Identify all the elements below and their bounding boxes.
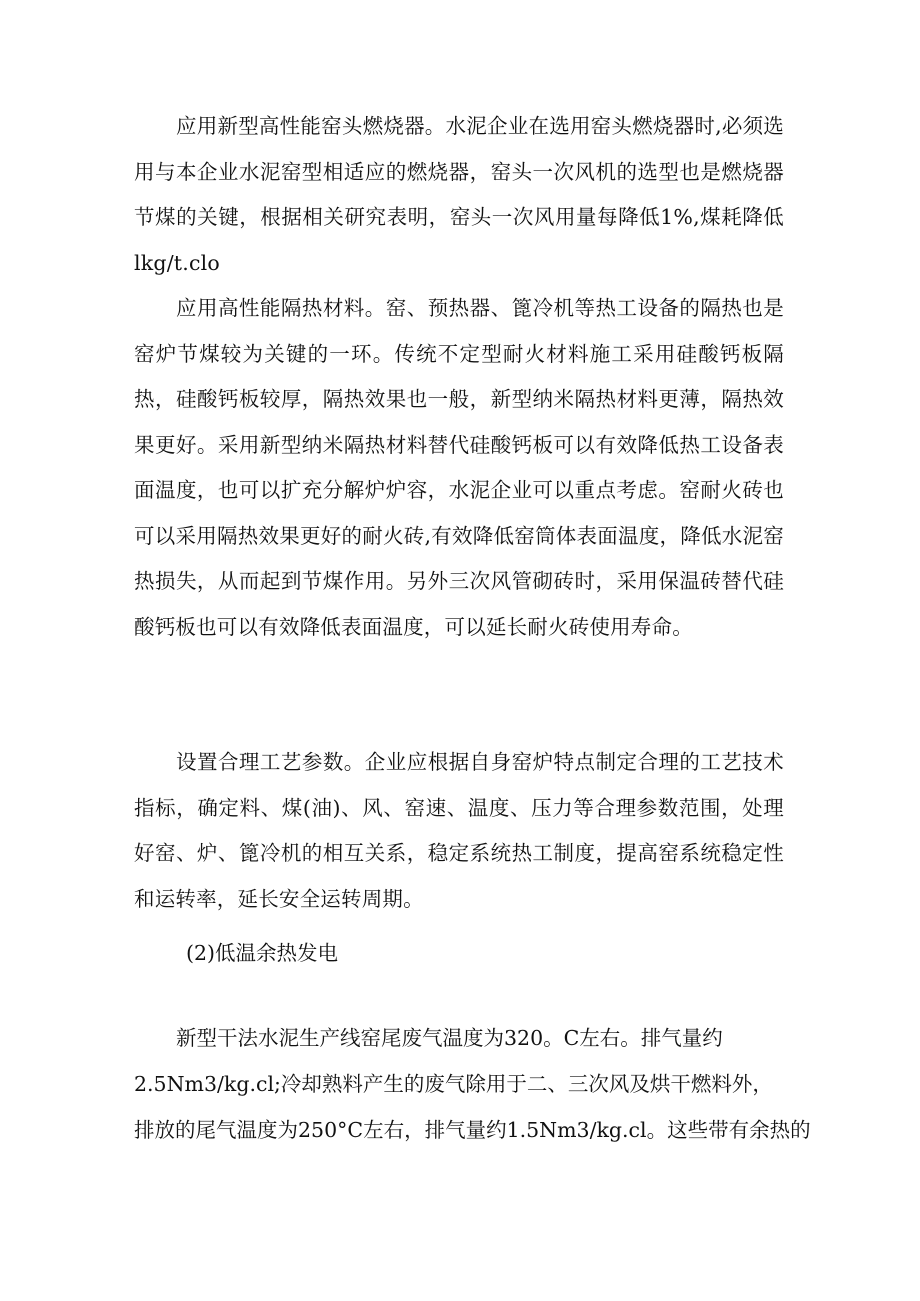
section-heading-waste-heat-power: (2)低温余热发电 [186,941,339,965]
paragraph-exhaust-line-2: 2.5Nm3/kg.cl;冷却熟料产生的废气除用于二、三次风及烘干燃料外， [134,1072,773,1096]
paragraph-exhaust-line-3: 排放的尾气温度为250°C左右，排气量约1.5Nm3/kg.cl。这些带有余热的 [134,1118,811,1142]
paragraph-exhaust-line-1: 新型干法水泥生产线窑尾废气温度为320。C左右。排气量约 [176,1026,723,1050]
paragraph-process-parameters: 设置合理工艺参数。企业应根据自身窑炉特点制定合理的工艺技术指标，确定料、煤(油)、风、窑速、温度、压力等合理参数范围，处理好窑、炉、篦冷机的相互关系，稳定系统热工制度，提高窑系统稳定性和运转率，延长安全运转周期。 [134,750,784,911]
paragraph-kiln-burner: 应用新型高性能窑头燃烧器。水泥企业在选用窑头燃烧器时,必须选用与本企业水泥窑型相适应的燃烧器，窑头一次风机的选型也是燃烧器节煤的关键，根据相关研究表明，窑头一次风用量每降低1%,煤耗降低lkg/t.clo [134,114,784,275]
paragraph-insulation-materials: 应用高性能隔热材料。窑、预热器、篦冷机等热工设备的隔热也是窑炉节煤较为关键的一环。传统不定型耐火材料施工采用硅酸钙板隔热，硅酸钙板较厚，隔热效果也一般，新型纳米隔热材料更薄，隔热效果更好。采用新型纳米隔热材料替代硅酸钙板可以有效降低热工设备表面温度，也可以扩充分解炉炉容，水泥企业可以重点考虑。窑耐火砖也可以采用隔热效果更好的耐火砖,有效降低窑筒体表面温度，降低水泥窑热损失，从而起到节煤作用。另外三次风管砌砖时，采用保温砖替代硅酸钙板也可以有效降低表面温度，可以延长耐火砖使用寿命。 [134,296,784,639]
